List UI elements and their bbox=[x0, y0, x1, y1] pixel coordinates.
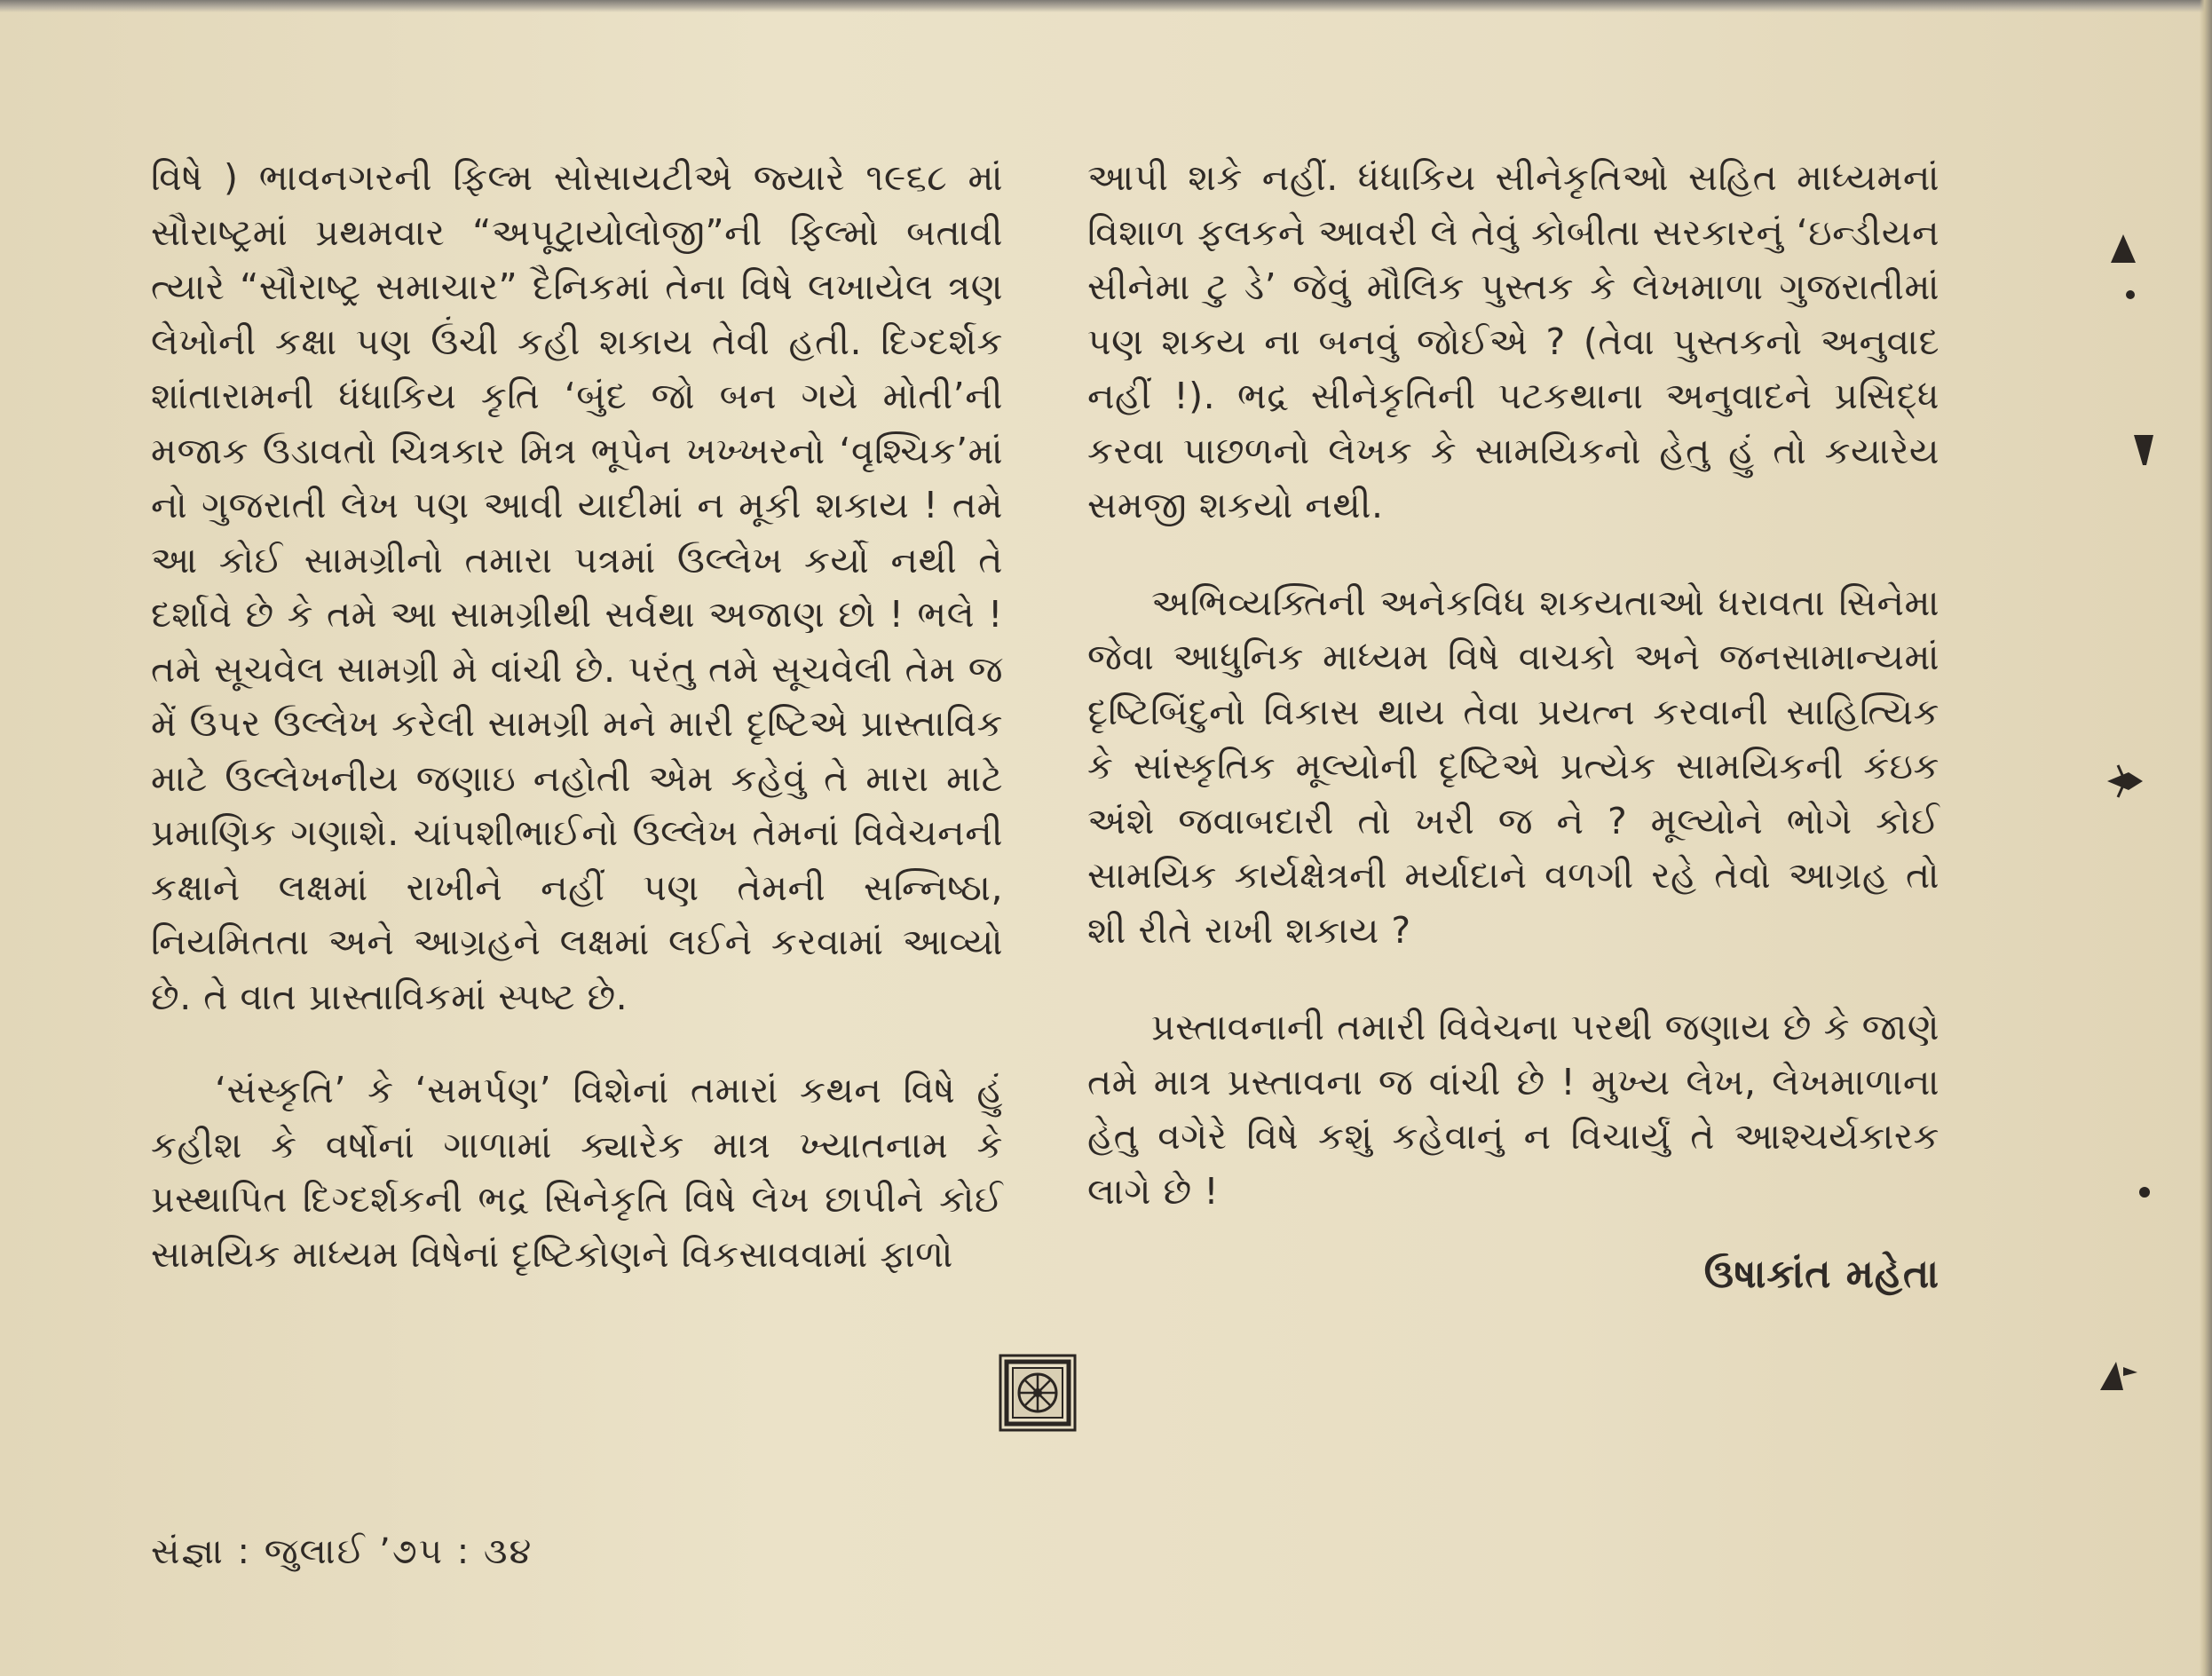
margin-mark-2 bbox=[2130, 433, 2157, 469]
margin-mark-4 bbox=[2137, 1185, 2152, 1199]
left-paragraph-1: વિષે ) ભાવનગરની ફિલ્મ સોસાયટીએ જ્યારે ૧૯૬૮ માં સૌરાષ્ટ્રમાં પ્રથમવાર “અપૂટ્રાયોલોજી”ની ફિલ્મો બતાવી ત્યારે “સૌરાષ્ટ્ર સમાચાર” દૈનિકમાં તેના વિષે લખાયેલ ત્રણ લેખોની કક્ષા પણ ઉંચી કહી શકાય તેવી હતી. દિગ્દર્શક શાંતારામની ધંધાકિય કૃતિ ‘બુંદ જો બન ગયે મોતી’ની મજાક ઉડાવતો ચિત્રકાર મિત્ર ભૂપેન ખખ્ખરનો ‘વૃશ્ચિક’માં નો ગુજરાતી લેખ પણ આવી યાદીમાં ન મૂકી શકાય ! તમે આ કોઈ સામગ્રીનો તમારા પત્રમાં ઉલ્લેખ કર્યો નથી તે દર્શાવે છે કે તમે આ સામગ્રીથી સર્વથા અજાણ છો ! ભલે ! તમે સૂચવેલ સામગ્રી મે વાંચી છે. પરંતુ તમે સૂચવેલી તેમ જ મેં ઉપર ઉલ્લેખ કરેલી સામગ્રી મને મારી દૃષ્ટિએ પ્રાસ્તાવિક માટે ઉલ્લેખનીય જણાઇ નહોતી એમ કહેવું તે મારા માટે પ્રમાણિક ગણાશે. ચાંપશીભાઈનો ઉલ્લેખ તેમનાં વિવેચનની કક્ષાને લક્ષમાં રાખીને નહીં પણ તેમની સન્નિષ્ઠા, નિયમિતતા અને આગ્રહને લક્ષમાં લઈને કરવામાં આવ્યો છે. તે વાત પ્રાસ્તાવિકમાં સ્પષ્ટ છે. bbox=[151, 156, 1003, 1018]
page-footer: સંજ્ઞા : જુલાઈ ’૭૫ : ૩૪ bbox=[151, 1531, 533, 1572]
right-paragraph-1: આપી શકે નહીં. ધંધાકિય સીનેકૃતિઓ સહિત માધ્યમનાં વિશાળ ફલકને આવરી લે તેવું કોબીતા સરકારનું ‘ઇન્ડીયન સીનેમા ટુ ડે’ જેવું મૌલિક પુસ્તક કે લેખમાળા ગુજરાતીમાં પણ શકય ના બનવું જોઈએ ? (તેવા પુસ્તકનો અનુવાદ નહીં !). ભદ્ર સીનેકૃતિની પટકથાના અનુવાદને પ્રસિદ્ધ કરવા પાછળનો લેખક કે સામયિકનો હેતુ હું તો કયારેય સમજી શકયો નથી. bbox=[1087, 156, 1939, 526]
right-paragraph-3: પ્રસ્તાવનાની તમારી વિવેચના પરથી જણાય છે કે જાણે તમે માત્ર પ્રસ્તાવના જ વાંચી છે ! મુખ્ય લેખ, લેખમાળાના હેતુ વગેરે વિષે કશું કહેવાનું ન વિચાર્યું તે આશ્ચર્યકારક લાગે છે ! bbox=[1087, 1006, 1939, 1213]
page-right-edge bbox=[2200, 0, 2212, 1676]
left-paragraph-2: ‘સંસ્કૃતિ’ કે ‘સમર્પણ’ વિશેનાં તમારાં કથન વિષે હું કહીશ કે વર્ષોનાં ગાળામાં ક્યારેક માત્ર ખ્યાતનામ કે પ્રસ્થાપિત દિગ્દર્શકની ભદ્ર સિનેકૃતિ વિષે લેખ છાપીને કોઈ સામયિક માધ્યમ વિષેનાં દૃષ્ટિકોણને વિકસાવવામાં ફાળો bbox=[151, 1069, 1003, 1276]
wheel-ornament-icon bbox=[999, 1354, 1077, 1432]
right-paragraph-2: અભિવ્યક્તિની અનેકવિધ શકયતાઓ ધરાવતા સિનેમા જેવા આધુનિક માધ્યમ વિષે વાચકો અને જનસામાન્યમાં દૃષ્ટિબિંદુનો વિકાસ થાય તેવા પ્રયત્ન કરવાની સાહિત્યિક કે સાંસ્કૃતિક મૂલ્યોની દૃષ્ટિએ પ્રત્યેક સામયિકની કંઇક અંશે જવાબદારી તો ખરી જ ને ? મૂલ્યોને ભોગે કોઈ સામયિક કાર્યક્ષેત્રની મર્યાદાને વળગી રહે તેવો આગ્રહ તો શી રીતે રાખી શકાય ? bbox=[1087, 581, 1939, 952]
margin-mark-5 bbox=[2097, 1358, 2139, 1394]
author-signature: ઉષાકાંત મહેતા bbox=[1703, 1252, 1939, 1297]
page-top-edge bbox=[0, 0, 2212, 12]
margin-mark-1 bbox=[2104, 233, 2143, 304]
margin-mark-3 bbox=[2105, 762, 2145, 801]
left-column bbox=[151, 151, 1003, 1282]
right-column bbox=[1087, 151, 1939, 1219]
